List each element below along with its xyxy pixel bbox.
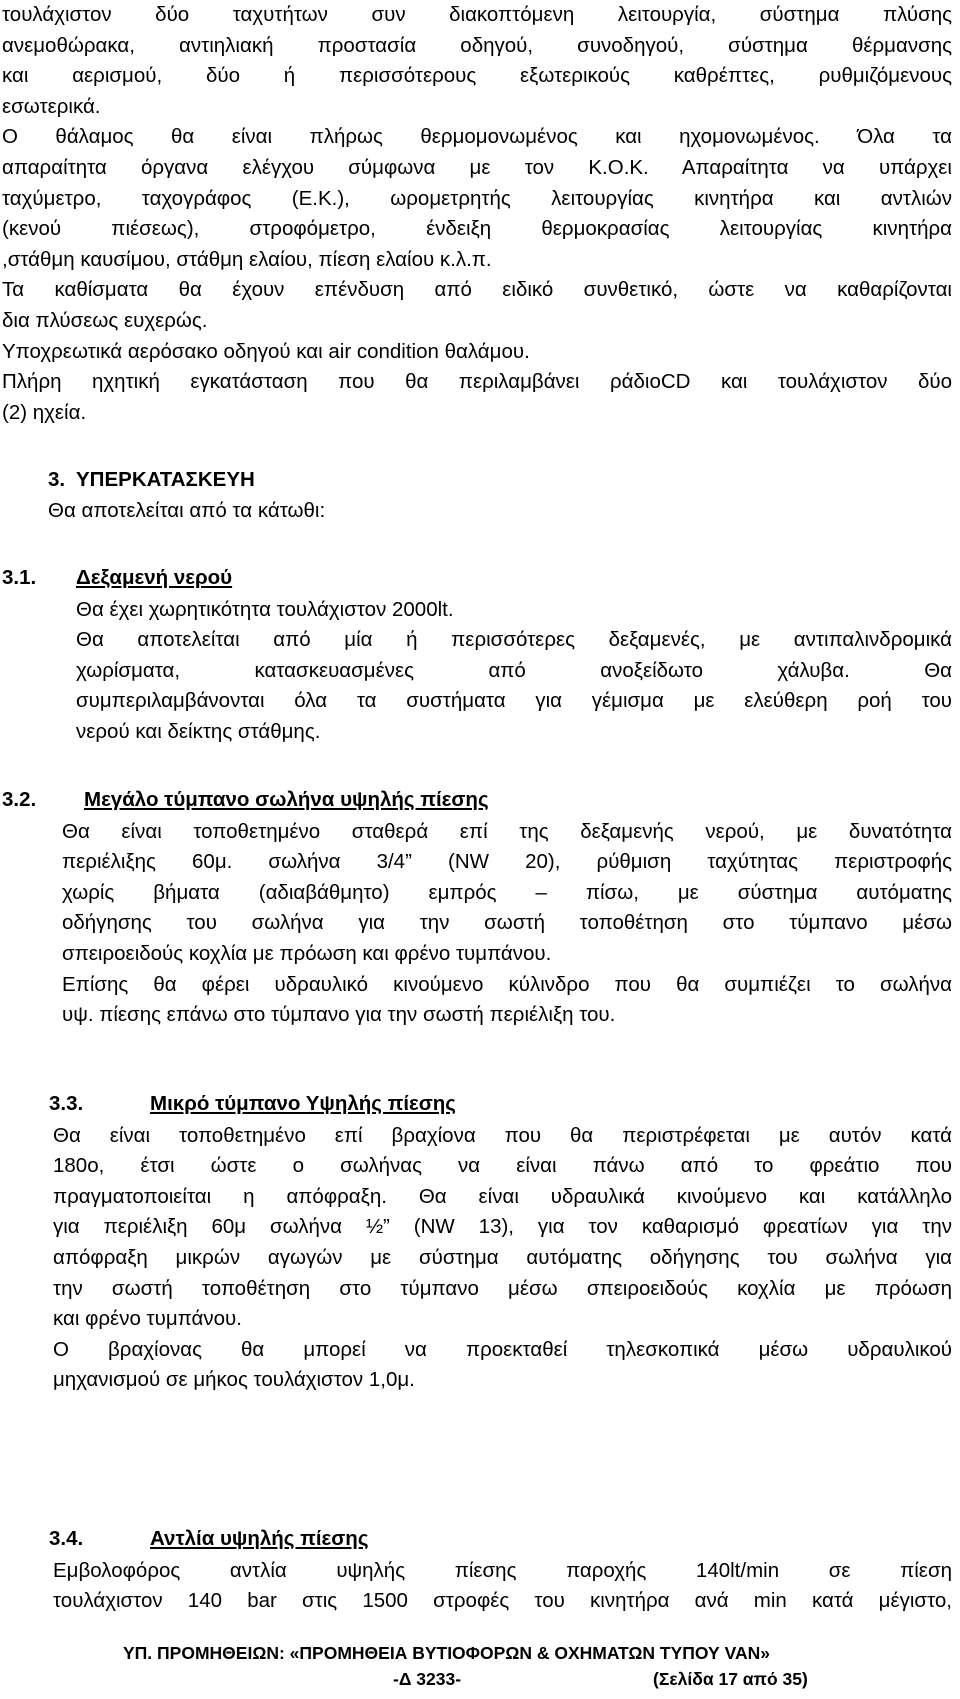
section-3-4 bbox=[49, 1524, 952, 1617]
text-line: (κενού πιέσεως), στροφόμετρο, ένδειξη θερμοκρασίας λειτουργίας κινητήρα bbox=[2, 217, 952, 241]
text-line: 180ο, έτσι ώστε ο σωλήνας να είναι πάνω από το φρεάτιο που bbox=[53, 1154, 952, 1178]
section-body bbox=[62, 817, 952, 1031]
text-line: και φρένο τυμπάνου. bbox=[53, 1307, 242, 1331]
section-3-subtitle: Θα αποτελείται από τα κάτωθι: bbox=[48, 499, 326, 522]
section-title: ΥΠΕΡΚΑΤΑΣΚΕΥΗ bbox=[76, 468, 255, 491]
text-line: Επίσης θα φέρει υδραυλικό κινούμενο κύλινδρο που θα συμπιέζει το σωλήνα bbox=[62, 972, 952, 996]
text-line: Εμβολοφόρος αντλία υψηλής πίεσης παροχής 140lt/min σε πίεση bbox=[53, 1558, 952, 1582]
footer-title: ΥΠ. ΠΡΟΜΗΘΕΙΩΝ: «ΠΡΟΜΗΘΕΙΑ ΒΥΤΙΟΦΟΡΩΝ & ΟΧΗΜΑΤΩΝ ΤΥΠΟΥ VAN» bbox=[123, 1643, 770, 1663]
text-line: Πλήρη ηχητική εγκατάσταση που θα περιλαμβάνει ράδιοCD και τουλάχιστον δύο bbox=[2, 370, 952, 394]
section-3-heading bbox=[48, 465, 255, 496]
text-line: Τα καθίσματα θα έχουν επένδυση από ειδικό συνθετικό, ώστε να καθαρίζονται bbox=[2, 278, 952, 302]
text-line: Ο βραχίονας θα μπορεί να προεκταθεί τηλεσκοπικά μέσω υδραυλικού bbox=[53, 1337, 952, 1361]
text-line: απόφραξη μικρών αγωγών με σύστημα αυτόματης οδήγησης του σωλήνα για bbox=[53, 1245, 952, 1269]
section-body bbox=[53, 1556, 952, 1617]
section-body bbox=[76, 595, 952, 748]
text-line: Ο θάλαμος θα είναι πλήρως θερμομονωμένος και ηχομονωμένος. Όλα τα bbox=[2, 125, 952, 149]
section-title: Μικρό τύμπανο Υψηλής πίεσης bbox=[150, 1092, 456, 1115]
text-line: Θα είναι τοποθετημένο σταθερά επί της δεξαμενής νερού, με δυνατότητα bbox=[62, 819, 952, 843]
section-number: 3. bbox=[48, 468, 66, 491]
section-number: 3.4. bbox=[49, 1527, 84, 1550]
text-line: για περιέλιξη 60μ σωλήνα ½” (NW 13), για τον καθαρισμό φρεατίων για την bbox=[53, 1215, 952, 1239]
text-line: τουλάχιστον 140 bar στις 1500 στροφές του κινητήρα ανά min κατά μέγιστο, bbox=[53, 1589, 952, 1613]
section-title: Μεγάλο τύμπανο σωλήνα υψηλής πίεσης bbox=[84, 788, 489, 811]
text-line: Θα είναι τοποθετημένο επί βραχίονα που θα περιστρέφεται με αυτόν κατά bbox=[53, 1123, 952, 1147]
text-line: χωρίσματα, κατασκευασμένες από ανοξείδωτο χάλυβα. Θα bbox=[76, 658, 952, 682]
section-heading bbox=[2, 563, 952, 594]
text-line: πραγματοποιείται η απόφραξη. Θα είναι υδραυλικά κινούμενο και κατάλληλο bbox=[53, 1184, 952, 1208]
text-line: (2) ηχεία. bbox=[2, 400, 87, 424]
section-heading bbox=[49, 1524, 952, 1555]
text-line: Θα αποτελείται από μία ή περισσότερες δεξαμενές, με αντιπαλινδρομικά bbox=[76, 628, 952, 652]
text-line: απαραίτητα όργανα ελέγχου σύμφωνα με τον Κ.Ο.Κ. Απαραίτητα να υπάρχει bbox=[2, 155, 952, 179]
section-number: 3.2. bbox=[2, 788, 37, 811]
text-line: ανεμοθώρακα, αντιηλιακή προστασία οδηγού, συνοδηγού, σύστημα θέρμανσης bbox=[2, 33, 952, 57]
text-line: και αερισμού, δύο ή περισσότερους εξωτερικούς καθρέπτες, ρυθμιζόμενους bbox=[2, 64, 952, 88]
text-line: υψ. πίεσης επάνω στο τύμπανο για την σωστή περιέλιξη του. bbox=[62, 1003, 616, 1027]
section-heading bbox=[2, 785, 952, 816]
text-line: περιέλιξης 60μ. σωλήνα 3/4” (NW 20), ρύθμιση ταχύτητας περιστροφής bbox=[62, 850, 952, 874]
text-line: την σωστή τοποθέτηση στο τύμπανο μέσω σπειροειδούς κοχλία με πρόωση bbox=[53, 1276, 952, 1300]
text-line: τουλάχιστον δύο ταχυτήτων συν διακοπτόμενη λειτουργία, σύστημα πλύσης bbox=[2, 3, 952, 26]
text-line: Θα έχει χωρητικότητα τουλάχιστον 2000lt. bbox=[76, 597, 454, 621]
text-line: σπειροειδούς κοχλία με πρόωση και φρένο τυμπάνου. bbox=[62, 941, 552, 965]
text-line: οδήγησης του σωλήνα για την σωστή τοποθέτηση στο τύμπανο μέσω bbox=[62, 911, 952, 935]
section-3-1 bbox=[2, 563, 952, 748]
text-line: Υποχρεωτικά αερόσακο οδηγού και air condition θαλάμου. bbox=[2, 339, 530, 363]
text-line: συμπεριλαμβάνονται όλα τα συστήματα για γέμισμα με ελεύθερη ροή του bbox=[76, 689, 952, 713]
text-line: νερού και δείκτης στάθμης. bbox=[76, 719, 321, 743]
text-line: δια πλύσεως ευχερώς. bbox=[2, 308, 208, 332]
text-line: ,στάθμη καυσίμου, στάθμη ελαίου, πίεση ελαίου κ.λ.π. bbox=[2, 247, 492, 271]
section-title: Αντλία υψηλής πίεσης bbox=[150, 1527, 369, 1550]
footer-page-info: (Σελίδα 17 από 35) bbox=[653, 1669, 808, 1689]
section-number: 3.1. bbox=[2, 566, 37, 589]
text-line: εσωτερικά. bbox=[2, 94, 101, 118]
section-heading bbox=[49, 1089, 952, 1120]
text-line: χωρίς βήματα (αδιαβάθμητο) εμπρός – πίσω, με σύστημα αυτόματης bbox=[62, 880, 952, 904]
section-title: Δεξαμενή νερού bbox=[76, 566, 233, 589]
section-3-2 bbox=[2, 785, 952, 1031]
text-line: ταχύμετρο, ταχογράφος (Ε.Κ.), ωρομετρητής λειτουργίας κινητήρα και αντλιών bbox=[2, 186, 952, 210]
section-body bbox=[53, 1121, 952, 1396]
intro-text bbox=[2, 0, 952, 428]
section-3-3 bbox=[49, 1089, 952, 1396]
section-number: 3.3. bbox=[49, 1092, 84, 1115]
text-line: μηχανισμού σε μήκος τουλάχιστον 1,0μ. bbox=[53, 1368, 415, 1392]
footer-doc-number: -Δ 3233- bbox=[393, 1669, 462, 1689]
